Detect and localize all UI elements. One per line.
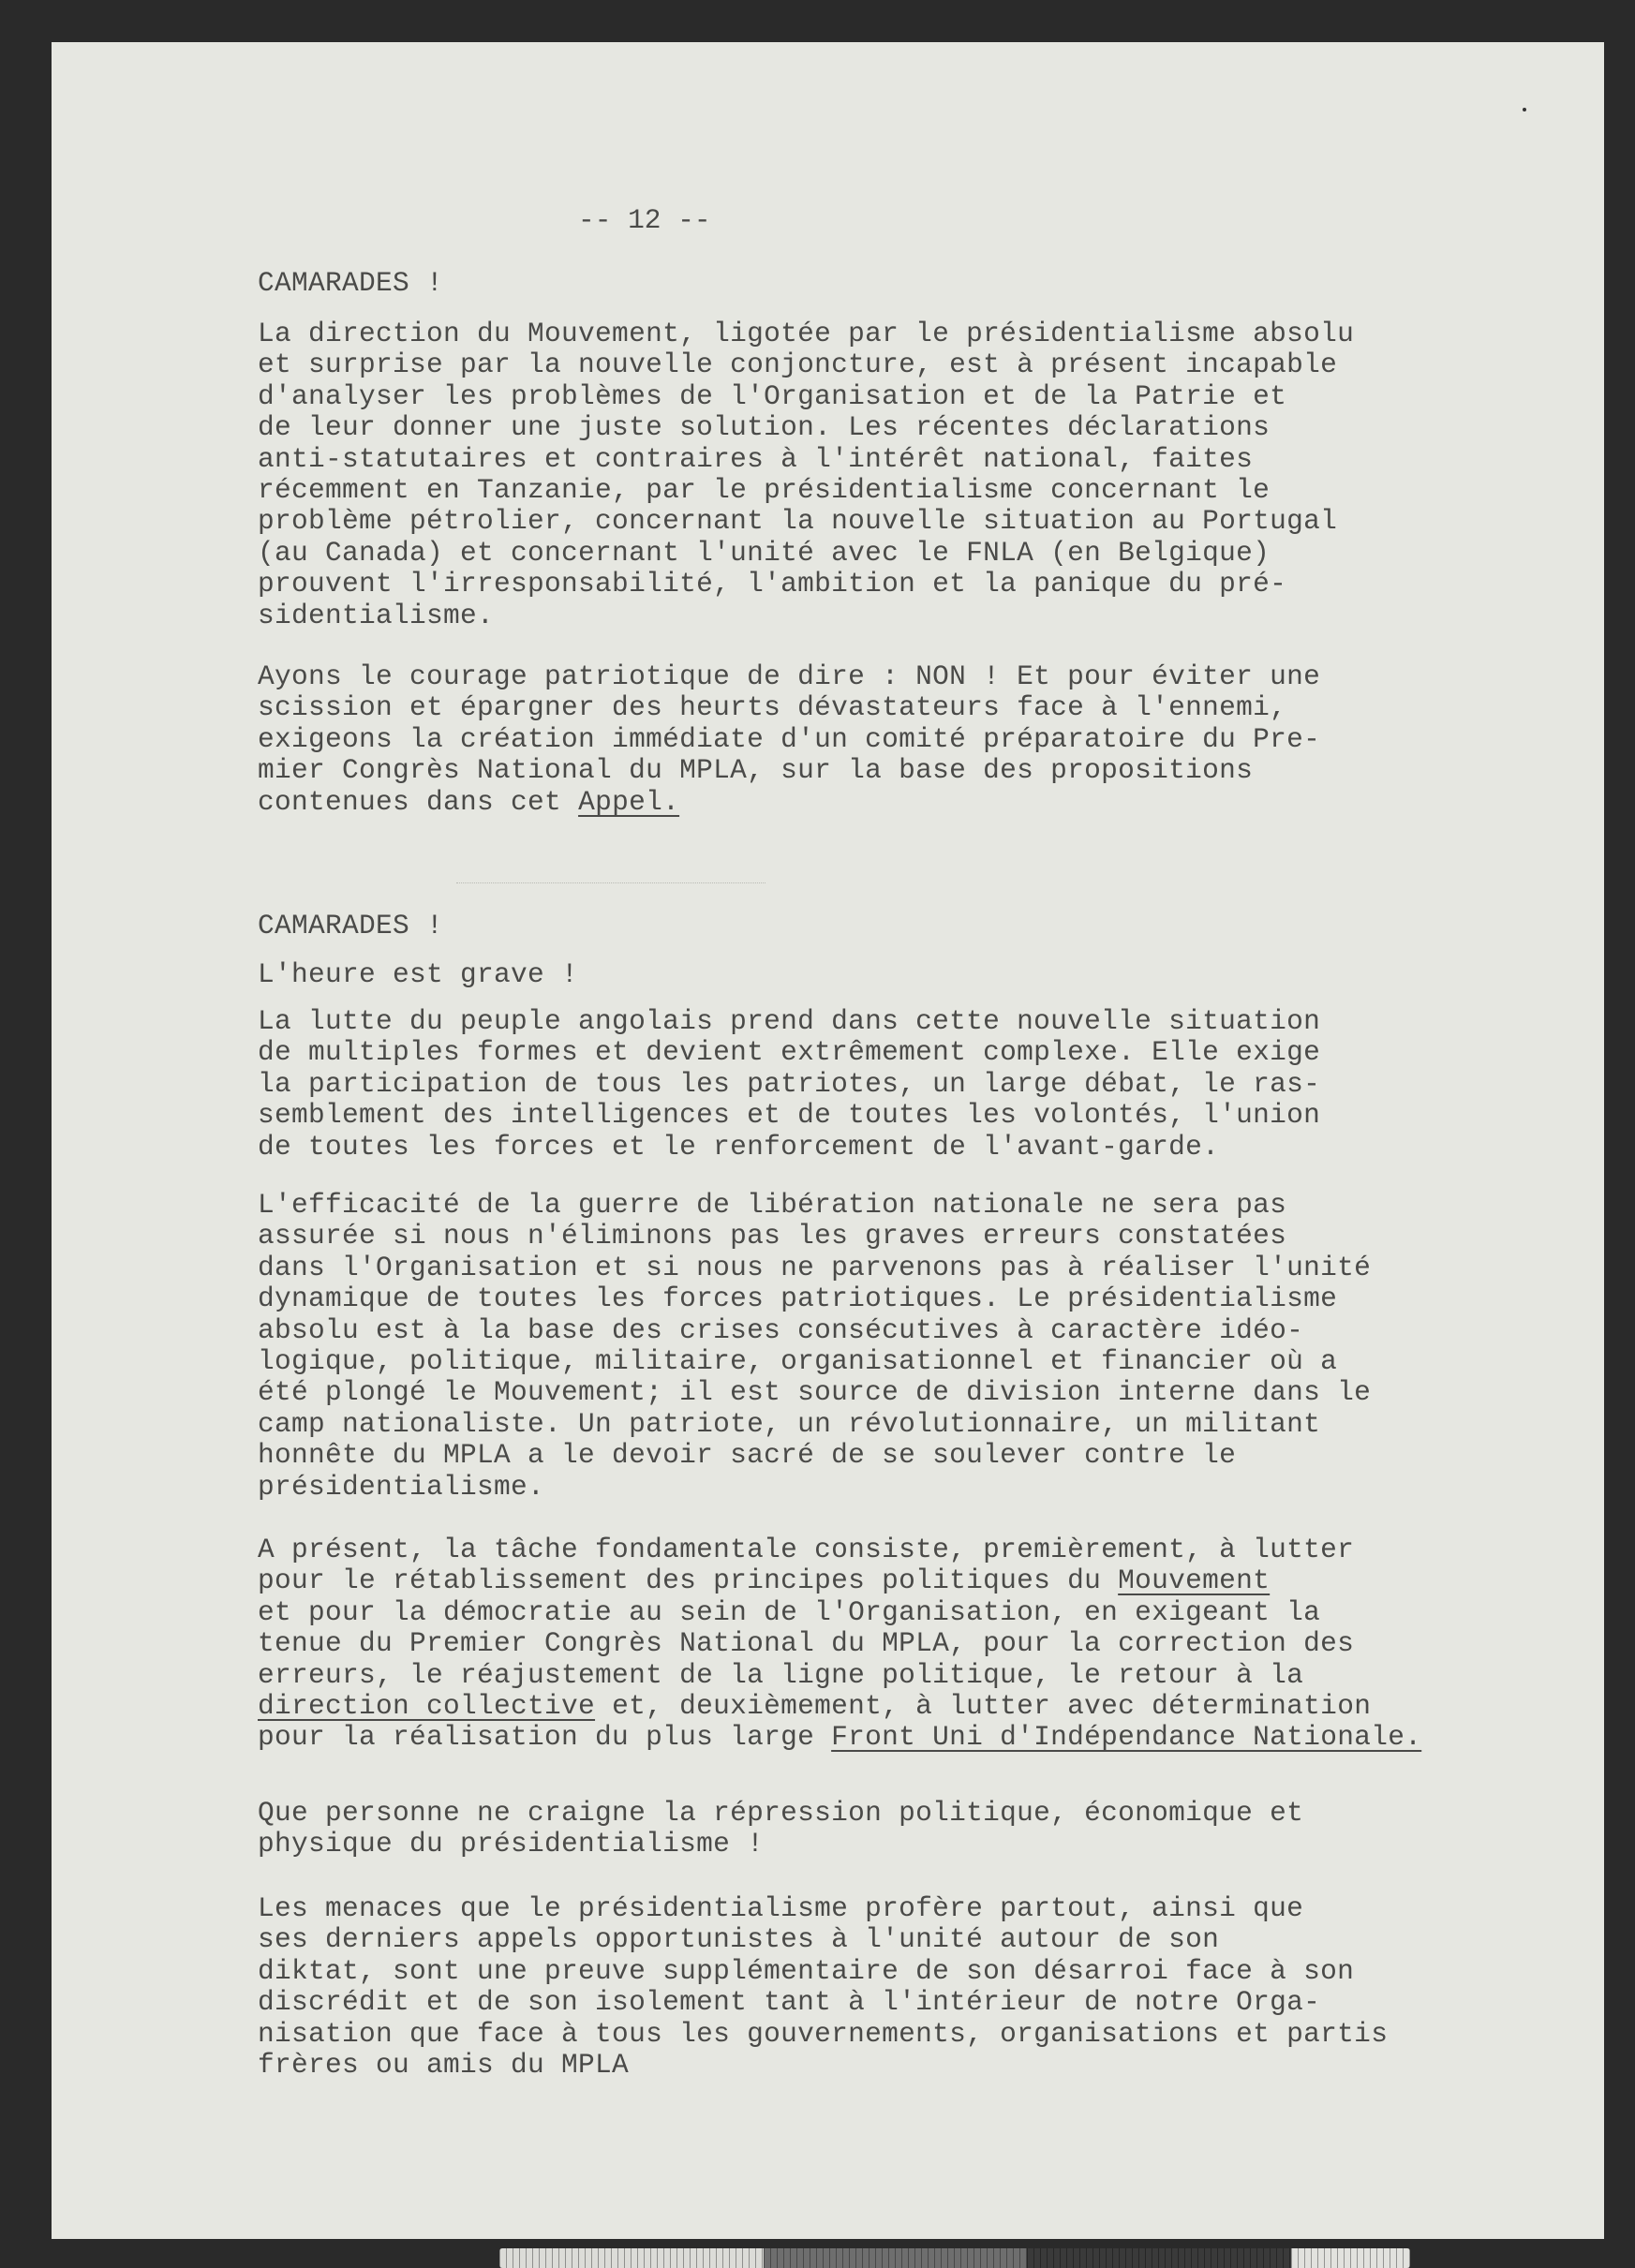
text-segment: pour la réalisation du plus large — [258, 1721, 832, 1754]
text-segment: ses derniers appels opportunistes à l'unité autour de son — [258, 1923, 1220, 1956]
text-segment: frères ou amis du MPLA — [258, 2049, 630, 2082]
text-line — [258, 1006, 1320, 1037]
text-line — [258, 1315, 1371, 1346]
text-line — [258, 787, 1320, 818]
text-line — [258, 1628, 1421, 1659]
text-segment: d'analyser les problèmes de l'Organisation et de la Patrie et — [258, 379, 1287, 412]
text-line — [258, 1798, 1303, 1829]
underlined-text: Mouvement — [1118, 1564, 1271, 1597]
text-line — [258, 381, 1354, 412]
text-segment: et surprise par la nouvelle conjoncture, est à présent incapable — [258, 348, 1338, 381]
text-line — [258, 1956, 1388, 1987]
paragraph-4 — [258, 1190, 1371, 1503]
text-segment: honnête du MPLA a le devoir sacré de se soulever contre le — [258, 1439, 1237, 1472]
text-segment: L'efficacité de la guerre de libération nationale ne sera pas — [258, 1189, 1287, 1221]
page-number: -- 12 -- — [578, 204, 711, 236]
text-line — [258, 1409, 1371, 1440]
text-segment: la participation de tous les patriotes, un large débat, le ras- — [258, 1067, 1321, 1100]
text-segment: scission et épargner des heurts dévastateurs face à l'ennemi, — [258, 691, 1287, 724]
text-segment: semblement des intelligences et de toutes les volontés, l'union — [258, 1099, 1321, 1132]
text-segment: A présent, la tâche fondamentale consiste, premièrement, à lutter — [258, 1534, 1355, 1565]
text-segment: et pour la démocratie au sein de l'Organisation, en exigeant la — [258, 1595, 1321, 1628]
text-line — [258, 1221, 1371, 1252]
text-segment: erreurs, le réajustement de la ligne politique, le retour à la — [258, 1658, 1304, 1691]
text-line — [258, 1691, 1421, 1722]
heading-1 — [258, 268, 443, 299]
text-segment: CAMARADES ! — [258, 910, 444, 941]
text-segment: de leur donner une juste solution. Les récentes déclarations — [258, 411, 1271, 444]
text-line — [258, 1660, 1421, 1691]
text-line — [258, 600, 1354, 631]
text-line — [258, 1190, 1371, 1221]
text-segment: Les menaces que le présidentialisme profère partout, ainsi que — [258, 1892, 1304, 1924]
text-line — [258, 661, 1320, 692]
text-line — [258, 959, 578, 990]
text-line — [258, 412, 1354, 443]
text-line — [258, 1722, 1421, 1753]
text-segment: présidentialisme. — [258, 1470, 545, 1503]
separator-line — [456, 882, 765, 883]
underlined-text: direction collective — [258, 1690, 596, 1723]
text-line — [258, 1100, 1320, 1131]
paragraph-1 — [258, 319, 1354, 631]
text-segment: diktat, sont une preuve supplémentaire de son désarroi face à son — [258, 1954, 1355, 1987]
text-segment: anti-statutaires et contraires à l'intérêt national, faites — [258, 442, 1254, 475]
text-segment: assurée si nous n'éliminons pas les graves erreurs constatées — [258, 1220, 1287, 1253]
heading-2 — [258, 911, 443, 941]
text-line — [258, 349, 1354, 380]
scan-speck — [1523, 108, 1526, 111]
text-line — [258, 1037, 1320, 1068]
text-line — [258, 569, 1354, 600]
text-line — [258, 911, 443, 941]
text-segment: CAMARADES ! — [258, 267, 444, 299]
text-segment: L'heure est grave ! — [258, 958, 579, 990]
text-segment: récemment en Tanzanie, par le présidentialisme concernant le — [258, 474, 1271, 507]
text-line — [258, 1829, 1303, 1860]
text-line — [258, 2050, 1388, 2081]
text-segment: problème pétrolier, concernant la nouvelle situation au Portugal — [258, 505, 1338, 538]
paragraph-2 — [258, 661, 1320, 818]
text-line — [258, 506, 1354, 537]
text-segment: absolu est à la base des crises consécutives à caractère idéo- — [258, 1313, 1304, 1346]
text-line — [258, 692, 1320, 723]
text-segment: exigeons la création immédiate d'un comité préparatoire du Pre- — [258, 722, 1321, 755]
text-line — [258, 319, 1354, 349]
text-segment: été plongé le Mouvement; il est source de division interne dans le — [258, 1376, 1372, 1409]
text-line — [258, 724, 1320, 755]
text-line — [258, 1924, 1388, 1955]
text-line — [258, 1132, 1320, 1163]
text-segment: dans l'Organisation et si nous ne parvenons pas à réaliser l'unité — [258, 1251, 1372, 1283]
text-line — [258, 444, 1354, 475]
underlined-text: Appel. — [578, 785, 680, 818]
text-segment: Que personne ne craigne la répression politique, économique et — [258, 1797, 1304, 1829]
text-segment: mier Congrès National du MPLA, sur la base des propositions — [258, 754, 1254, 787]
text-segment: logique, politique, militaire, organisationnel et financier où a — [258, 1345, 1338, 1378]
text-segment: physique du présidentialisme ! — [258, 1828, 765, 1860]
text-segment: pour le rétablissement des principes politiques du — [258, 1564, 1119, 1597]
text-line — [258, 268, 443, 299]
underlined-text: Front Uni d'Indépendance Nationale. — [831, 1721, 1422, 1754]
text-line — [258, 1534, 1421, 1565]
text-segment: contenues dans cet — [258, 785, 579, 818]
text-segment: camp nationaliste. Un patriote, un révolutionnaire, un militant — [258, 1407, 1321, 1440]
text-segment: discrédit et de son isolement tant à l'intérieur de notre Orga- — [258, 1986, 1321, 2019]
paragraph-3 — [258, 1006, 1320, 1163]
text-segment: de toutes les forces et le renforcement de l'avant-garde. — [258, 1130, 1220, 1163]
paragraph-5 — [258, 1534, 1421, 1754]
text-line — [258, 1987, 1388, 2018]
text-line — [258, 1597, 1421, 1628]
text-segment: Ayons le courage patriotique de dire : NON ! Et pour éviter une — [258, 660, 1321, 692]
text-segment: nisation que face à tous les gouvernements, organisations et partis — [258, 2017, 1389, 2050]
scan-color-ruler — [499, 2248, 1410, 2268]
text-line — [258, 475, 1354, 506]
text-segment: sidentialisme. — [258, 599, 495, 631]
text-segment: dynamique de toutes les forces patriotiques. Le présidentialisme — [258, 1282, 1338, 1315]
heading-3 — [258, 959, 578, 990]
text-line — [258, 1069, 1320, 1100]
text-line — [258, 1565, 1421, 1596]
text-segment: La lutte du peuple angolais prend dans cette nouvelle situation — [258, 1005, 1321, 1037]
text-line — [258, 1893, 1388, 1924]
text-line — [258, 1472, 1371, 1503]
paragraph-7 — [258, 1893, 1388, 2081]
text-line — [258, 2019, 1388, 2050]
paragraph-6 — [258, 1798, 1303, 1860]
text-segment: et, deuxièmement, à lutter avec détermination — [595, 1690, 1372, 1723]
text-line — [258, 755, 1320, 786]
text-segment: tenue du Premier Congrès National du MPLA, pour la correction des — [258, 1627, 1355, 1660]
text-segment: La direction du Mouvement, ligotée par le présidentialisme absolu — [258, 318, 1355, 349]
text-line — [258, 1283, 1371, 1314]
text-line — [258, 1253, 1371, 1283]
text-line — [258, 538, 1354, 569]
text-segment: (au Canada) et concernant l'unité avec le FNLA (en Belgique) — [258, 536, 1271, 569]
text-segment: de multiples formes et devient extrêmement complexe. Elle exige — [258, 1036, 1321, 1069]
text-line — [258, 1440, 1371, 1471]
text-segment: prouvent l'irresponsabilité, l'ambition et la panique du pré- — [258, 568, 1287, 600]
text-line — [258, 1346, 1371, 1377]
text-line — [258, 1377, 1371, 1408]
